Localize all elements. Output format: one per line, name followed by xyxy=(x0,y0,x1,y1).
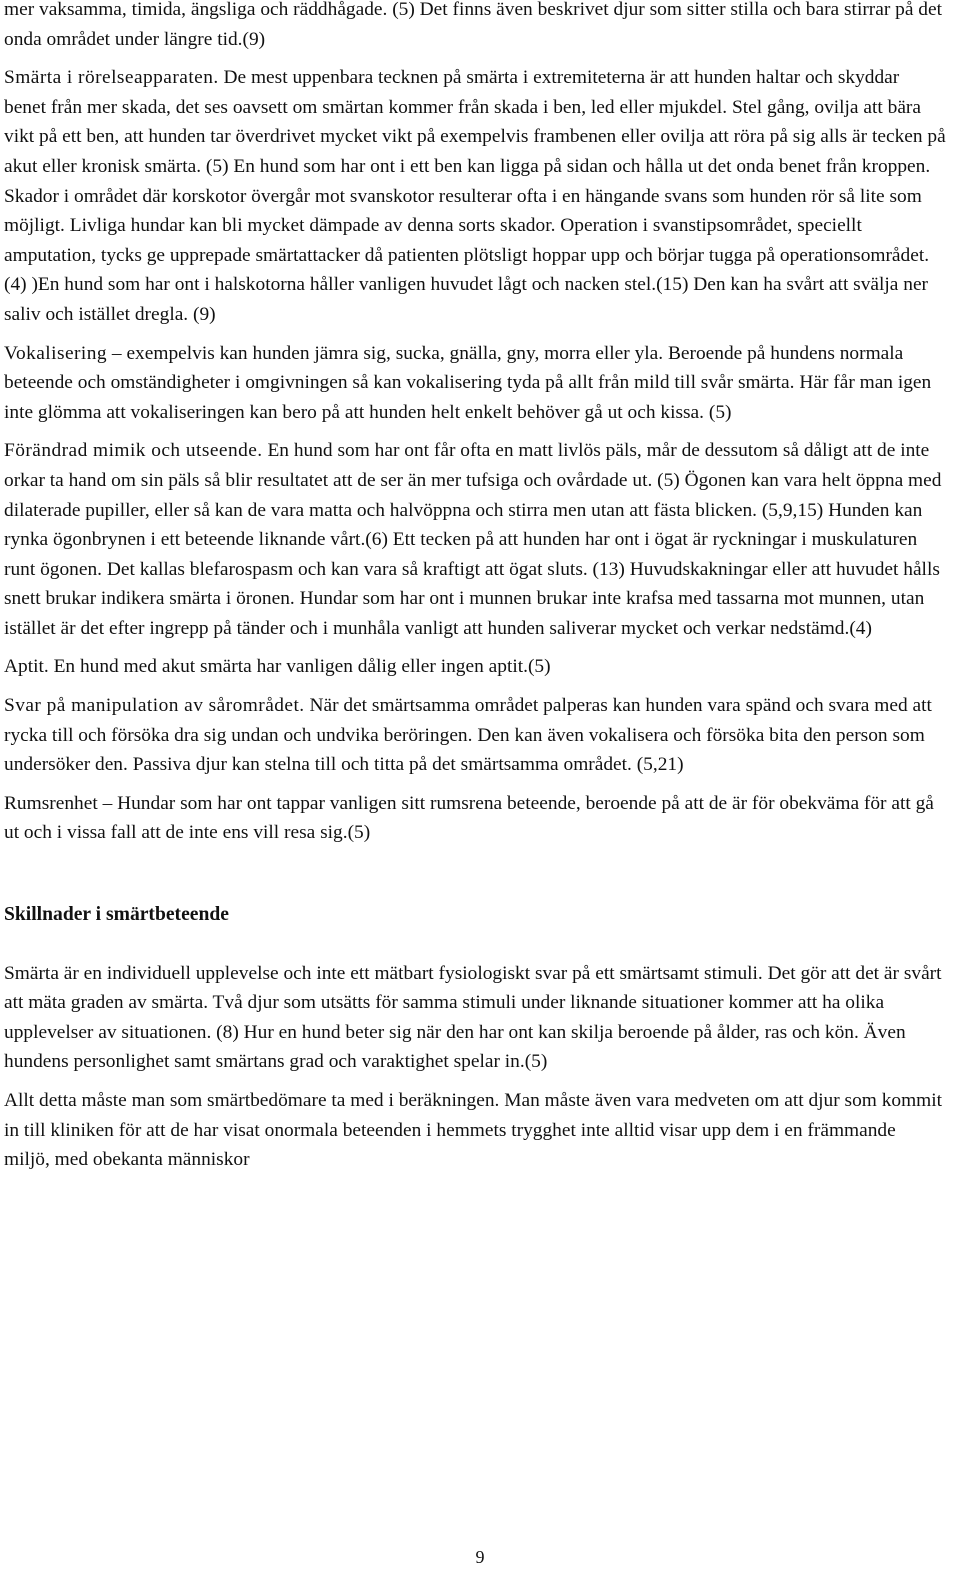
paragraph-text: mer vaksamma, timida, ängsliga och räddhågade. (5) Det finns även beskrivet djur som sitter stilla och bara stirrar på det onda området under längre tid.(9) xyxy=(4,0,942,50)
paragraph-assessment xyxy=(4,1086,946,1175)
paragraph-lead: Vokalisering xyxy=(4,342,108,364)
paragraph-wound-manipulation xyxy=(4,691,946,780)
paragraph-text: En hund med akut smärta har vanligen dålig eller ingen aptit.(5) xyxy=(48,656,551,678)
paragraph-text: – exempelvis kan hunden jämra sig, sucka, gnälla, gny, morra eller yla. Beroende på hundens normala beteende och omständigheter i omgivningen så kan vokalisering tyda på allt från mild till svår smärta. Här får man igen inte glömma att vokaliseringen kan bero på att hunden helt enkelt behöver gå ut och kissa. (5) xyxy=(4,342,932,423)
paragraph-text: Allt detta måste man som smärtbedömare ta med i beräkningen. Man måste även vara medveten om att djur som kommit in till kliniken för att de har visat onormala beteenden i hemmets trygghet inte alltid visar upp dem i en främmande miljö, med obekanta människor xyxy=(4,1090,943,1171)
paragraph-musculoskeletal-pain xyxy=(4,63,946,329)
paragraph-lead: Förändrad mimik och utseende. xyxy=(4,440,263,462)
paragraph-individual-pain xyxy=(4,959,946,1077)
paragraph-house-training xyxy=(4,789,946,848)
paragraph-facial-expression xyxy=(4,436,946,643)
paragraph-text: Smärta är en individuell upplevelse och inte ett mätbart fysiologiskt svar på ett smärtsamt stimuli. Det gör att det är svårt att mäta graden av smärta. Två djur som utsätts för samma stimuli under liknande situationer kommer att ha olika upplevelser av situationen. (8) Hur en hund beter sig när den har ont kan skilja beroende på ålder, ras och kön. Även hundens personlighet samt smärtans grad och varaktighet spelar in.(5) xyxy=(4,962,942,1073)
paragraph-lead: Rumsrenhet xyxy=(4,792,98,814)
paragraph-lead: Smärta i rörelseapparaten. xyxy=(4,67,219,89)
paragraph-text: De mest uppenbara tecknen på smärta i extremiteterna är att hunden haltar och skyddar benet från mer skada, det ses oavsett om smärtan kommer från skada i ben, led eller mjukdel. Stel gång, ovilja att bära vikt på ett ben, att hunden tar överdrivet mycket vikt på exempelvis frambenen eller ovilja att röra på sig alls är tecken på akut eller kronisk smärta. (5) En hund som har ont i ett ben kan ligga på sidan och hålla ut det onda benet från kroppen. Skador i området där korskotor övergår mot svanskotor resulterar ofta i en hängande svans som hunden rör så lite som möjligt. Livliga hundar kan bli mycket dämpade av denna sorts skador. Operation i svanstipsområdet, speciellt amputation, tycks ge upprepade smärtattacker då patienten plötsligt hoppar upp och börjar tugga på operationsområdet. (4) )En hund som har ont i halskotorna håller vanligen huvudet lågt och nacken stel.(15) Den kan ha svårt att svälja ner saliv och istället dregla. (9) xyxy=(4,67,946,325)
paragraph-vocalization xyxy=(4,339,946,428)
paragraph-text: En hund som har ont får ofta en matt livlös päls, mår de dessutom så dåligt att de inte orkar ta hand om sin päls så blir resultatet att de ser än mer tufsiga och ovårdade ut. (5) Ögonen kan vara helt öppna med dilaterade pupiller, eller så kan de vara matta och halvöppna och stirra men utan att fästa blicken. (5,9,15) Hunden kan rynka ögonbrynen i ett beteende liknande vårt.(6) Ett tecken på att hunden har ont i ögat är ryckningar i muskulaturen runt ögonen. Det kallas blefarospasm och kan vara så kraftigt att ögat sluts. (13) Huvudskakningar eller att huvudet hålls snett brukar indikera smärta i öronen. Hundar som har ont i munnen brukar inte krafsa med tassarna mot munnen, utan istället är det efter ingrepp på tänder och i munhåla vanligt att hunden saliverar mycket och verkar nedstämd.(4) xyxy=(4,440,942,639)
page-number: 9 xyxy=(475,1547,485,1567)
paragraph-appetite xyxy=(4,652,946,682)
paragraph-1 xyxy=(4,0,946,54)
paragraph-text: När det smärtsamma området palperas kan hunden vara spänd och svara med att rycka till och försöka dra sig undan och undvika beröringen. Den kan även vokalisera och försöka bita den person som undersöker den. Passiva djur kan stelna till och titta på det smärtsamma området. (5,21) xyxy=(4,695,932,776)
paragraph-lead: Aptit. xyxy=(4,656,49,678)
paragraph-lead: Svar på manipulation av sårområdet. xyxy=(4,695,305,717)
paragraph-text: – Hundar som har ont tappar vanligen sitt rumsrena beteende, beroende på att de är för obekväma för att gå ut och i vissa fall att de inte ens vill resa sig.(5) xyxy=(4,792,934,844)
section-heading: Skillnader i smärtbeteende xyxy=(4,904,229,926)
